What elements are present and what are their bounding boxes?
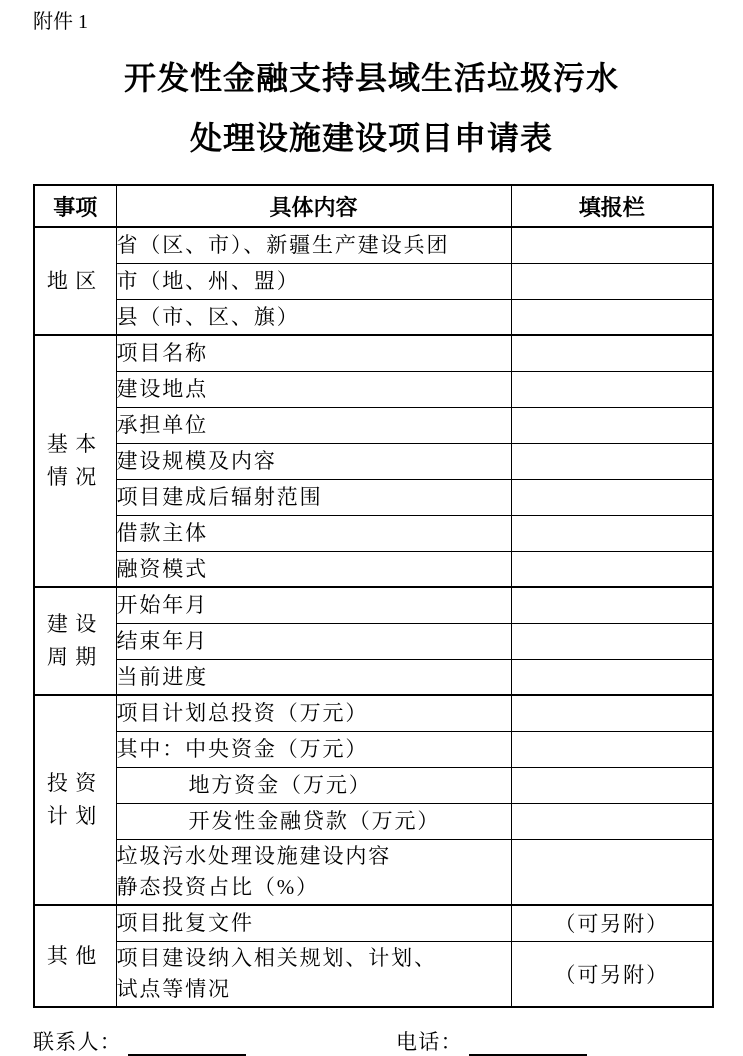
table-row bbox=[34, 839, 713, 905]
application-table-body bbox=[34, 185, 713, 1007]
content-cell: 项目计划总投资（万元） bbox=[116, 695, 511, 731]
table-row bbox=[34, 803, 713, 839]
section-label-region: 地区 bbox=[34, 227, 116, 335]
content-cell: 地方资金（万元） bbox=[116, 767, 511, 803]
content-cell: 项目批复文件 bbox=[116, 905, 511, 941]
content-cell: 结束年月 bbox=[116, 623, 511, 659]
table-row bbox=[34, 479, 713, 515]
table-row bbox=[34, 551, 713, 587]
fill-cell bbox=[511, 803, 713, 839]
section-label-basic-info: 基本 情况 bbox=[34, 335, 116, 587]
content-cell: 垃圾污水处理设施建设内容 静态投资占比（%） bbox=[116, 839, 511, 905]
fill-cell bbox=[511, 551, 713, 587]
table-header-row bbox=[34, 185, 713, 227]
fill-cell: （可另附） bbox=[511, 941, 713, 1007]
fill-cell bbox=[511, 371, 713, 407]
table-row bbox=[34, 695, 713, 731]
header-item: 事项 bbox=[34, 185, 116, 227]
content-cell: 项目名称 bbox=[116, 335, 511, 371]
fill-cell bbox=[511, 659, 713, 695]
fill-cell bbox=[511, 227, 713, 263]
section-label-investment-plan: 投资 计划 bbox=[34, 695, 116, 905]
table-row bbox=[34, 659, 713, 695]
content-cell: 建设规模及内容 bbox=[116, 443, 511, 479]
fill-cell bbox=[511, 731, 713, 767]
phone-underline bbox=[469, 1030, 587, 1056]
content-cell: 市（地、州、盟） bbox=[116, 263, 511, 299]
section-label-other: 其他 bbox=[34, 905, 116, 1007]
fill-cell bbox=[511, 407, 713, 443]
header-fill: 填报栏 bbox=[511, 185, 713, 227]
table-row bbox=[34, 263, 713, 299]
phone-label: 电话： bbox=[396, 1030, 463, 1054]
application-table bbox=[33, 184, 714, 1008]
content-cell: 承担单位 bbox=[116, 407, 511, 443]
content-cell: 项目建设纳入相关规划、计划、 试点等情况 bbox=[116, 941, 511, 1007]
content-cell: 当前进度 bbox=[116, 659, 511, 695]
table-row bbox=[34, 371, 713, 407]
fill-cell bbox=[511, 587, 713, 623]
fill-cell bbox=[511, 479, 713, 515]
table-row bbox=[34, 227, 713, 263]
document-title-line-2: 处理设施建设项目申请表 bbox=[189, 120, 553, 156]
fill-cell bbox=[511, 839, 713, 905]
contact-label: 联系人： bbox=[33, 1030, 123, 1054]
table-row bbox=[34, 335, 713, 371]
content-cell: 融资模式 bbox=[116, 551, 511, 587]
contact-underline bbox=[128, 1030, 246, 1056]
table-row bbox=[34, 731, 713, 767]
attachment-label: 附件 1 bbox=[33, 11, 88, 33]
content-cell: 省（区、市）、新疆生产建设兵团 bbox=[116, 227, 511, 263]
table-row bbox=[34, 443, 713, 479]
table-row bbox=[34, 623, 713, 659]
table-row bbox=[34, 941, 713, 1007]
table-row bbox=[34, 299, 713, 335]
fill-cell bbox=[511, 623, 713, 659]
content-cell: 其中：中央资金（万元） bbox=[116, 731, 511, 767]
document-title bbox=[0, 48, 743, 168]
content-cell: 借款主体 bbox=[116, 515, 511, 551]
fill-cell bbox=[511, 767, 713, 803]
fill-cell bbox=[511, 299, 713, 335]
fill-cell bbox=[511, 335, 713, 371]
table-row bbox=[34, 407, 713, 443]
phone-group bbox=[396, 1026, 587, 1056]
document-footer bbox=[33, 1026, 710, 1056]
fill-cell bbox=[511, 263, 713, 299]
table-row bbox=[34, 587, 713, 623]
fill-cell bbox=[511, 515, 713, 551]
table-row bbox=[34, 905, 713, 941]
content-cell: 建设地点 bbox=[116, 371, 511, 407]
content-cell: 开始年月 bbox=[116, 587, 511, 623]
document-title-line-1: 开发性金融支持县域生活垃圾污水 bbox=[123, 60, 619, 96]
table-row bbox=[34, 767, 713, 803]
contact-group bbox=[33, 1026, 246, 1056]
table-row bbox=[34, 515, 713, 551]
fill-cell bbox=[511, 443, 713, 479]
content-cell: 县（市、区、旗） bbox=[116, 299, 511, 335]
content-cell: 开发性金融贷款（万元） bbox=[116, 803, 511, 839]
section-label-construction-period: 建设 周期 bbox=[34, 587, 116, 695]
fill-cell bbox=[511, 695, 713, 731]
header-content: 具体内容 bbox=[116, 185, 511, 227]
fill-cell: （可另附） bbox=[511, 905, 713, 941]
content-cell: 项目建成后辐射范围 bbox=[116, 479, 511, 515]
